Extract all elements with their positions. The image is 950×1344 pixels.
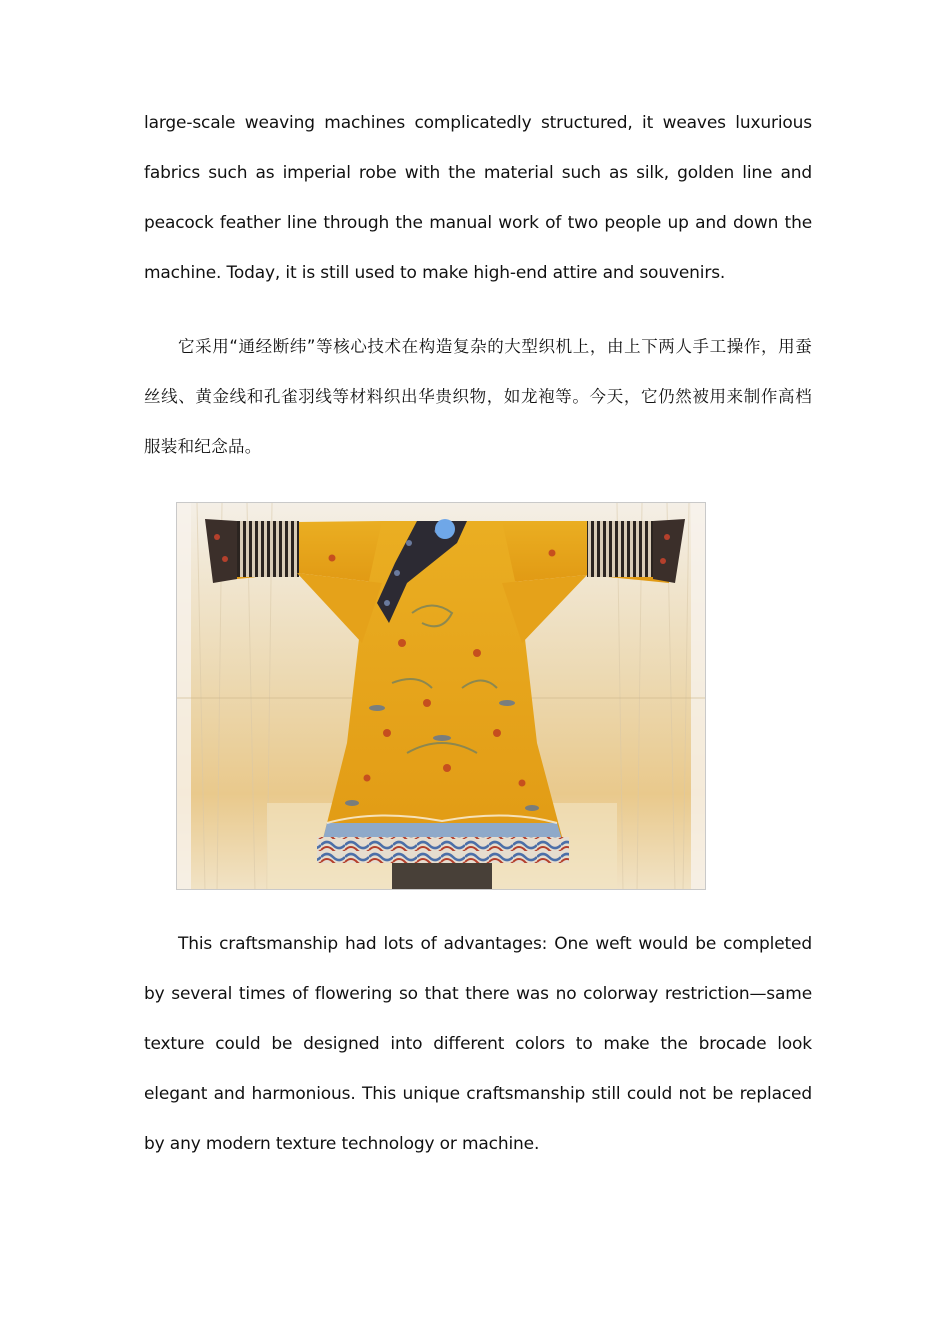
imperial-robe-illustration [177,503,706,890]
paragraph-chinese-translation: 它采用“通经断纬”等核心技术在构造复杂的大型织机上，由上下两人手工操作，用蚕丝线、黄金线和孔雀羽线等材料织出华贵织物，如龙袍等。今天，它仍然被用来制作高档服装和纪念品。 [144,337,812,456]
imperial-robe-photo [176,502,706,890]
paragraph-craftsmanship-advantages: This craftsmanship had lots of advantages: One weft would be completed by several times of flowering so that there was no colorway restriction—same texture could be designed into different colors to make the brocade look elegant and harmonious. This unique craftsmanship still could not be replaced by any modern texture technology or machine. [144,934,812,1154]
paragraph-weaving-description: large-scale weaving machines complicatedly structured, it weaves luxurious fabrics such as imperial robe with the material such as silk, golden line and peacock feather line through the manual work of two people up and down the machine. Today, it is still used to make high-end attire and souvenirs. [144,113,812,283]
